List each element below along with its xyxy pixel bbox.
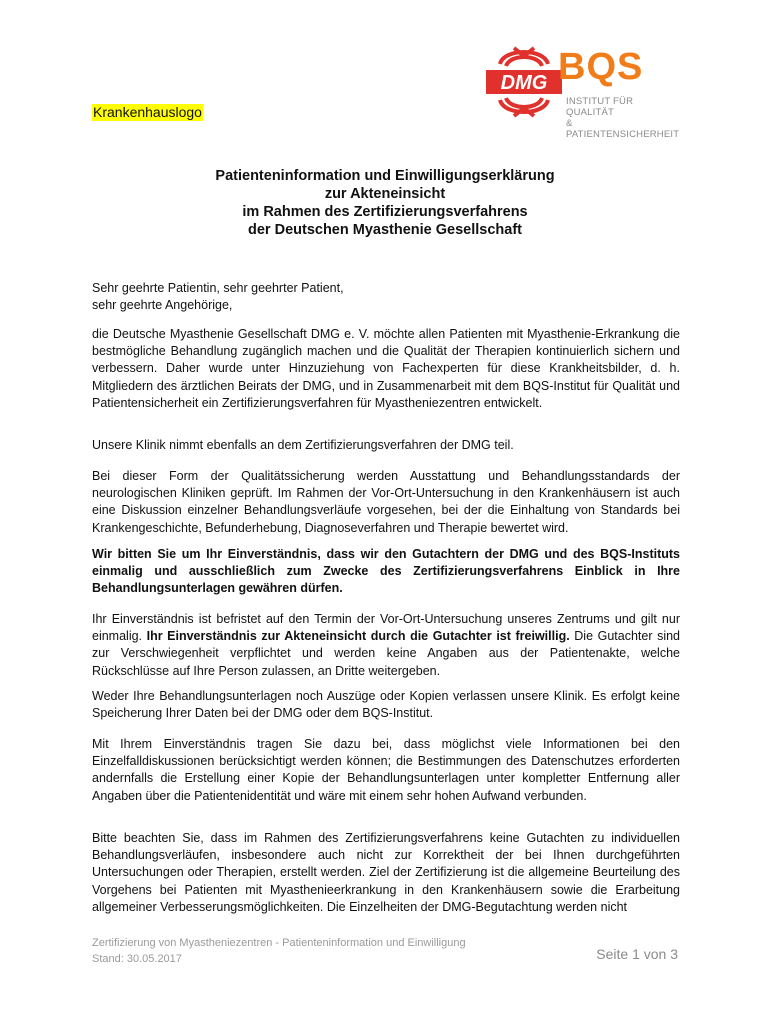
document-title xyxy=(150,167,620,239)
bqs-subtitle xyxy=(566,96,684,140)
title-line2: zur Akteneinsicht xyxy=(324,186,446,202)
bqs-logo-text: BQS xyxy=(558,46,644,88)
salutation xyxy=(92,280,680,314)
page-number: Seite 1 von 3 xyxy=(596,946,678,962)
dmg-emblem-text: DMG xyxy=(500,72,548,94)
paragraph-quality-assurance: Bei dieser Form der Qualitätssicherung werden Ausstattung und Behandlungsstandards der neurologischen Kliniken geprüft. Im Rahmen der Vor-Ort-Untersuchung in den Krankenhäusern ist auch eine Diskussion einzelner Behandlungsverläufe vorgesehen, bei der die Einhaltung von Standards bei Krankengeschichte, Befunderhebung, Diagnoseverfahren und Therapie bewertet wird. xyxy=(92,469,680,535)
paragraph-consent-terms xyxy=(92,611,680,680)
salutation-line2: sehr geehrte Angehörige, xyxy=(92,298,233,313)
footer-date: Stand: 30.05.2017 xyxy=(92,953,182,965)
paragraph-data-protection: Mit Ihrem Einverständnis tragen Sie dazu bei, dass möglichst viele Informationen bei den Einzelfalldiskussionen berücksichtigt werden können; die Bestimmungen des Datenschutzes erforderten andernfalls die Erstellung einer Kopie der Behandlungsunterlagen unter kompletter Entfernung aller Angaben über die Patientenidentität und wäre mit einem sehr hohen Aufwand verbunden. xyxy=(92,737,680,803)
paragraph-data-storage: Weder Ihre Behandlungsunterlagen noch Auszüge oder Kopien verlassen unsere Klinik. Es erfolgt keine Speicherung Ihrer Daten bei der DMG oder dem BQS-Institut. xyxy=(92,689,680,721)
consent-voluntary-text: Ihr Einverständnis zur Akteneinsicht durch die Gutachter ist freiwillig. xyxy=(146,629,570,644)
title-line3: im Rahmen des Zertifizierungsverfahrens xyxy=(242,204,528,220)
bqs-subtitle-line1: INSTITUT FÜR QUALITÄT xyxy=(566,96,634,118)
footer-title: Zertifizierung von Myastheniezentren - Patienteninformation und Einwilligung xyxy=(92,937,466,949)
consent-terms-text-2: Die Gutachter sind zur Verschwiegenheit verpflichtet und werden keine Angaben aus der Patientenakte, welche Rückschlüsse auf Ihre Person zulassen, an Dritte weitergeben. xyxy=(92,629,681,678)
title-line1: Patienteninformation und Einwilligungserklärung xyxy=(215,168,555,184)
bqs-subtitle-line2: & PATIENTENSICHERHEIT xyxy=(566,118,680,140)
title-line4: der Deutschen Myasthenie Gesellschaft xyxy=(248,222,522,238)
organization-logos xyxy=(484,44,684,140)
paragraph-intro: die Deutsche Myasthenie Gesellschaft DMG e. V. möchte allen Patienten mit Myasthenie-Erkrankung die bestmögliche Behandlung zugänglich machen und die Qualität der Therapien kontinuierlich sichern und verbessern. Daher wurde unter Hinzuziehung von Fachexperten für diese Krankheitsbilder, d. h. Mitgliedern des ärztlichen Beirats der DMG, und in Zusammenarbeit mit dem BQS-Institut für Qualität und Patientensicherheit ein Zertifizierungsverfahren für Myastheniezentren entwickelt. xyxy=(92,327,680,410)
dmg-logo-icon xyxy=(484,44,566,120)
paragraph-participation: Unsere Klinik nimmt ebenfalls an dem Zertifizierungsverfahren der DMG teil. xyxy=(92,438,514,452)
consent-terms-text-1: Ihr Einverständnis ist befristet auf den Termin der Vor-Ort-Untersuchung unseres Zentrums und gilt nur einmalig. xyxy=(92,612,680,644)
salutation-line1: Sehr geehrte Patientin, sehr geehrter Patient, xyxy=(92,281,344,295)
paragraph-certification-goal: Bitte beachten Sie, dass im Rahmen des Zertifizierungsverfahrens keine Gutachten zu individuellen Behandlungsverläufen, insbesondere auch nicht zur Korrektheit der bei Ihnen durchgeführten Untersuchungen oder Therapien, erstellt werden. Ziel der Zertifizierung ist die allgemeine Beurteilung des Vorgehens bei Patienten mit Myasthenieerkrankung in den Krankenhäusern sowie die Erarbeitung allgemeiner Verbesserungsmöglichkeiten. Die Einzelheiten der DMG-Begutachtung werden nicht xyxy=(92,831,680,914)
hospital-logo-placeholder: Krankenhauslogo xyxy=(93,104,202,120)
footer-info xyxy=(92,935,466,967)
paragraph-consent-request: Wir bitten Sie um Ihr Einverständnis, dass wir den Gutachtern der DMG und des BQS-Instituts einmalig und ausschließlich zum Zwecke des Zertifizierungsverfahrens Einblick in Ihre Behandlungsunterlagen gewähren dürfen. xyxy=(92,547,680,596)
